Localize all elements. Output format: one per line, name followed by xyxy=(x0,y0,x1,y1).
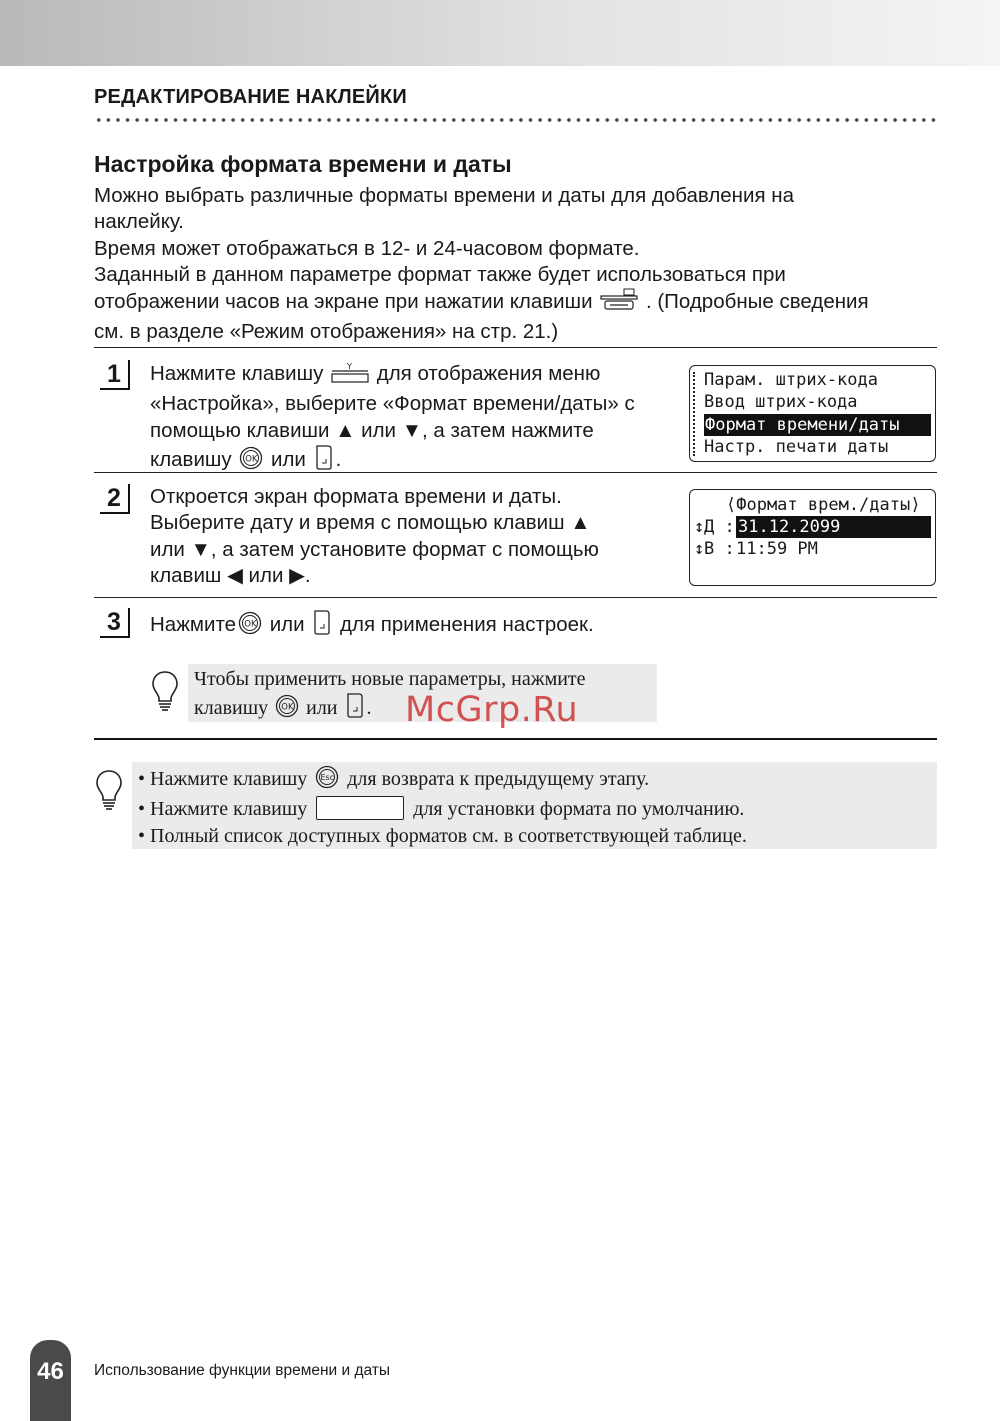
step-text-part: клавишу xyxy=(150,447,232,471)
up-arrow-icon: ▲ xyxy=(335,418,362,442)
step-text-part: Нажмите xyxy=(150,613,237,636)
down-arrow-icon: ▼ xyxy=(401,418,422,442)
step-line: Откроется экран формата времени и даты. xyxy=(150,485,562,508)
intro-line: Заданный в данном параметре формат также будет использоваться при xyxy=(94,262,786,286)
enter-key-icon xyxy=(345,692,365,725)
step-text-part: для применения настроек. xyxy=(340,613,594,636)
step-number: 2 xyxy=(100,484,130,514)
lcd-menu-item: Парам. штрих-кода xyxy=(704,370,878,390)
watermark: McGrp.Ru xyxy=(405,690,579,730)
step-divider xyxy=(94,597,937,598)
lightbulb-icon xyxy=(150,670,180,717)
header-bar xyxy=(0,0,1000,66)
ok-label: OK xyxy=(281,702,294,713)
tip-line xyxy=(138,765,937,796)
esc-label: Esc xyxy=(320,773,335,782)
lightbulb-icon xyxy=(94,769,124,816)
menu-key-icon xyxy=(331,360,369,391)
svg-text:Y: Y xyxy=(347,362,352,371)
step-line xyxy=(150,510,599,536)
right-arrow-icon: ▶ xyxy=(289,563,305,587)
step-number: 3 xyxy=(100,608,130,638)
note-line: Чтобы применить новые параметры, нажмите xyxy=(194,668,586,690)
lcd-updown-icon: ↕ xyxy=(694,539,705,559)
space-key-icon xyxy=(316,796,404,820)
tip-text-part: для установки формата по умолчанию. xyxy=(413,798,745,821)
step-text-part: Выберите дату и время с помощью клавиш xyxy=(150,511,565,535)
intro-line xyxy=(94,288,944,319)
step-number: 1 xyxy=(100,360,130,390)
step-divider xyxy=(94,472,937,473)
footer-text: Использование функции времени и даты xyxy=(94,1362,391,1379)
step-line xyxy=(150,537,599,563)
lcd-time-label: В : xyxy=(704,539,735,559)
step-text-part: помощью клавиши xyxy=(150,418,330,442)
note-text-part: . xyxy=(366,697,372,720)
page-heading: Настройка формата времени и даты xyxy=(94,151,512,177)
esc-key-icon xyxy=(314,765,340,796)
step-text-part: или xyxy=(269,613,305,636)
lcd-date-label: Д : xyxy=(704,517,735,537)
scroll-indicator xyxy=(693,372,695,456)
ok-label: OK xyxy=(245,454,258,465)
section-title: РЕДАКТИРОВАНИЕ НАКЛЕЙКИ xyxy=(94,86,407,108)
ok-key-icon xyxy=(275,694,299,725)
up-arrow-icon: ▲ xyxy=(570,511,591,535)
tip-text-part: • Нажмите клавишу xyxy=(138,798,308,821)
left-arrow-icon: ◀ xyxy=(227,563,249,587)
step-2-text xyxy=(150,484,599,589)
step-text-part: или xyxy=(150,537,185,561)
intro-text: . (Подробные сведения xyxy=(645,290,869,314)
ok-label: OK xyxy=(244,619,257,630)
page-number: 46 xyxy=(30,1340,71,1421)
note-text-part: клавишу xyxy=(194,697,269,720)
step-1-text xyxy=(150,360,635,477)
intro-line: см. в разделе «Режим отображения» на стр. 21.) xyxy=(94,320,559,344)
step-text-part: или xyxy=(271,447,306,471)
lcd-menu-item: Ввод штрих-кода xyxy=(704,392,858,412)
tip-line xyxy=(138,796,937,822)
tip-text-part: для возврата к предыдущему этапу. xyxy=(347,768,650,790)
step-text-part: , а затем установите формат с помощью xyxy=(210,537,599,561)
down-arrow-icon: ▼ xyxy=(190,537,211,561)
step-text-part: или xyxy=(248,563,284,587)
tip-line: • Полный список доступных форматов см. в соответствующей таблице. xyxy=(138,824,747,847)
lcd-date-format-screen xyxy=(689,489,936,586)
step-text-part: . xyxy=(335,447,342,471)
step-divider xyxy=(94,347,937,348)
step-line: «Настройка», выберите «Формат времени/даты» с xyxy=(150,392,635,416)
step-3-text xyxy=(150,609,594,642)
lcd-updown-icon: ↕ xyxy=(694,517,705,537)
lcd-menu-item: Настр. печати даты xyxy=(704,437,889,457)
step-text-part: Нажмите клавишу xyxy=(150,362,324,385)
intro-line: Время может отображаться в 12- и 24-часовом формате. xyxy=(94,236,640,260)
enter-key-icon xyxy=(312,609,332,642)
step-text-part: клавиш xyxy=(150,563,222,587)
intro-line: Можно выбрать различные форматы времени и даты для добавления на xyxy=(94,184,794,207)
note-text-part: или xyxy=(306,697,338,720)
step-line xyxy=(150,360,635,391)
intro-line: наклейку. xyxy=(94,210,184,234)
clock-key-icon xyxy=(600,288,638,319)
tips-box xyxy=(132,762,937,849)
lcd-time-value: 11:59 PM xyxy=(736,539,818,559)
lcd-title: ⟨Формат врем./даты⟩ xyxy=(726,495,921,515)
section-divider xyxy=(94,738,937,740)
intro-paragraph xyxy=(94,183,944,346)
dotted-divider xyxy=(94,117,936,123)
step-text-part: для отображения меню xyxy=(376,362,601,385)
lcd-date-value: 31.12.2099 xyxy=(736,516,931,538)
step-line xyxy=(150,418,635,444)
step-line xyxy=(150,609,594,642)
tip-text-part: • Нажмите клавишу xyxy=(138,768,308,790)
step-text-part: . xyxy=(304,563,311,587)
step-text-part: , а затем нажмите xyxy=(422,418,594,442)
ok-key-icon xyxy=(238,611,262,642)
step-text-part: или xyxy=(361,418,396,442)
step-line xyxy=(150,563,599,589)
lcd-menu-screen xyxy=(689,365,936,462)
lcd-menu-item-selected: Формат времени/даты xyxy=(704,414,931,436)
intro-text: отображении часов на экране при нажатии клавиши xyxy=(94,290,593,314)
